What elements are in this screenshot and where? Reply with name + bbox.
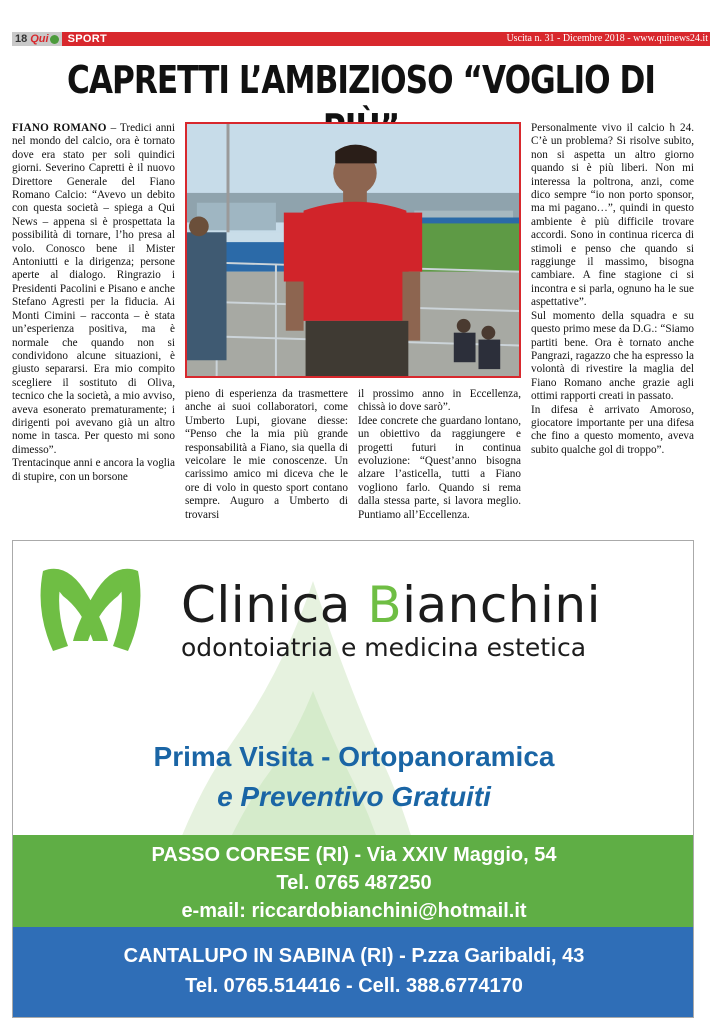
paragraph — [12, 122, 175, 457]
page-number: 18 — [12, 32, 30, 46]
article-column-3 — [358, 388, 521, 522]
paragraph: Sul momento della squadra e su questo primo mese da D.G.: “Siamo partiti bene. Ora è tornato anche Pangrazi, ragazzo che ha espresso la volontà di rivestire la maglia del Fiano Romano anche grazie agli ottimi rapporti creati in passato. — [531, 309, 694, 403]
address-band-passo-corese — [13, 835, 694, 927]
paragraph: In difesa è arrivato Amoroso, giocatore importante per una difesa che fino a questo momento, aveva subito qualche gol di troppo”. — [531, 403, 694, 456]
clinic-brand — [181, 577, 601, 633]
section-label: SPORT — [67, 33, 107, 45]
brand-text-rest: ianchini — [402, 576, 601, 634]
address-band-cantalupo — [13, 927, 694, 1018]
paragraph: pieno di esperienza da trasmettere anche ai suoi collaboratori, come Umberto Lupi, giovane diesse: “Penso che la mia più grande responsabilità a Fiano, sia quella di veicolare le mie conoscenze. Un carissimo amico mi diceva che le ore di volo in questo sport contano sempre. Auguro a Umberto di trovarsi — [185, 388, 348, 521]
article-column-1 — [12, 122, 175, 484]
issue-info: Uscita n. 31 - Dicembre 2018 - www.quinews24.it — [506, 33, 708, 44]
promo-line-2: e Preventivo Gratuiti — [217, 781, 491, 812]
logo-dot-icon — [50, 35, 59, 44]
paragraph: il prossimo anno in Eccellenza, chissà io dove sarò”. — [358, 388, 521, 414]
logo-text: Qui — [30, 33, 49, 45]
article-column-2 — [185, 388, 348, 522]
article-photo — [185, 122, 521, 378]
dateline: FIANO ROMANO — [12, 122, 107, 134]
clinic-advertisement — [12, 540, 694, 1018]
phone-line: Tel. 0765.514416 - Cell. 388.6774170 — [185, 975, 523, 997]
address-line: PASSO CORESE (RI) - Via XXIV Maggio, 54 — [151, 844, 557, 866]
paragraph: Personalmente vivo il calcio h 24. C’è un problema? Si risolve subito, non si aspetta un altro giorno quando si è più liberi. Non mi interessa la poltrona, anzi, come dico sempre “io non porto sponsor, ma mi pagano…”, quindi in questo ambiente è più difficile trovare accordi. Sono in continua ricerca di stimoli e penso che quando si raggiunge il massimo, bisogna cambiare. A fine stagione ci si incontra e si parla, ognuno ha le sue aspettative”. — [531, 122, 694, 309]
brand-text: Clinica — [181, 576, 368, 634]
email-line: e-mail: riccardobianchini@hotmail.it — [181, 900, 527, 922]
article-headline: CAPRETTI L’AMBIZIOSO “VOGLIO DI — [66, 58, 656, 102]
clinic-subtitle: odontoiatria e medicina estetica — [181, 633, 587, 662]
promo-line-1: Prima Visita - Ortopanoramica — [153, 741, 555, 772]
phone-line: Tel. 0765 487250 — [276, 872, 432, 894]
qui-logo — [30, 32, 61, 46]
header-left — [12, 32, 107, 46]
article-column-4 — [531, 122, 694, 457]
stadium-photo-illustration — [187, 124, 519, 376]
paragraph-text: – Tredici anni nel mondo del calcio, ora è tornato dove era stato per soli quindici giorni. Severino Capretti è il nuovo Direttore Generale del Fiano Romano Calcio: “Avevo un debito con questa società – spiega a Qui News – appena si è prospettata la possibilità di tornare, l’ho presa al volo. Conosco bene il Mister Antoniutti e la dirigenza; persone aperte al dialogo. Ringrazio i Presidenti Pacolini e Pisano e anche Stefano Agresti per la fiducia. Ai Monti Cimini – racconta – è stata un’esperienza positiva, ma è normale che quando non si condividono alcune situazioni, è giusto separarsi. Era mio compito scegliere il sostituto di Oliva, tecnico che la società, a mio avviso, aveva esonerato prematuramente; i dirigenti poi avevano già un altro nome in tasca. Per questo mi sono dimesso”. — [12, 122, 176, 456]
brand-b-letter: B — [367, 576, 403, 634]
address-line: CANTALUPO IN SABINA (RI) - P.zza Garibaldi, 43 — [123, 945, 585, 967]
paragraph: Trentacinque anni e ancora la voglia di stupire, con un borsone — [12, 457, 175, 483]
clinic-logo-icon — [41, 569, 141, 651]
paragraph: Idee concrete che guardano lontano, un obiettivo da raggiungere e progetti futuri in continua evoluzione: “Quest’anno bisogna alzare l’asticella, tutti a Fiano vogliono farlo. Quando si rema dalla stessa parte, si lavora meglio. Puntiamo all’Eccellenza. — [358, 414, 521, 521]
